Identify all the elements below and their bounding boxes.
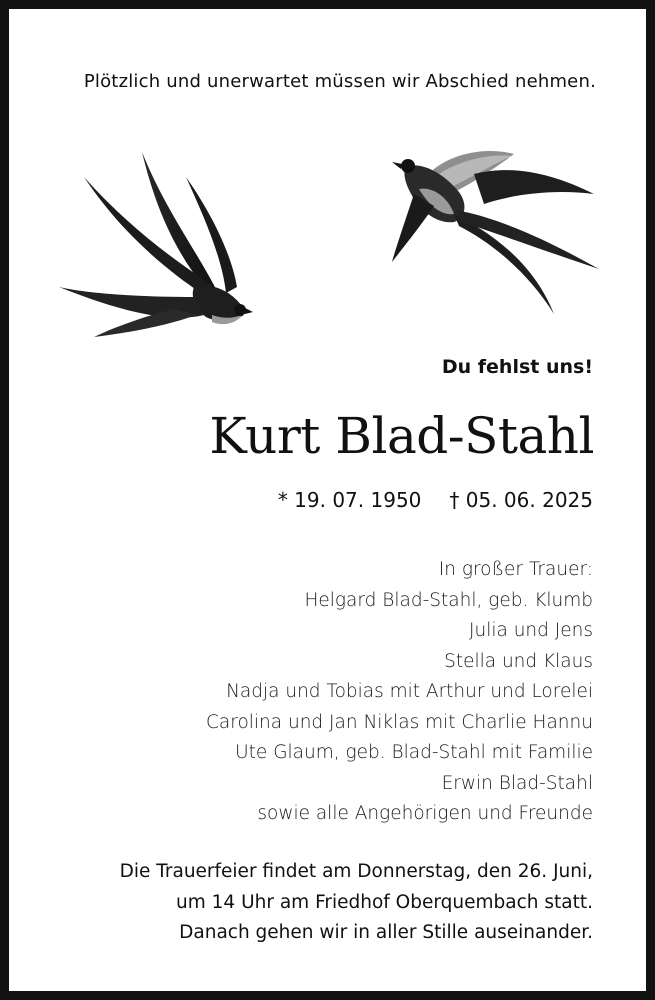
swallow-icon <box>54 147 254 347</box>
mourners-line: sowie alle Angehörigen und Freunde <box>257 803 593 824</box>
mourners-line: Julia und Jens <box>469 620 593 641</box>
mourners-line: Ute Glaum, geb. Blad-Stahl mit Familie <box>235 742 593 763</box>
death-date: † 05. 06. 2025 <box>449 488 593 512</box>
mourners-line: In großer Trauer: <box>438 559 593 580</box>
mourners-line: Helgard Blad-Stahl, geb. Klumb <box>304 589 593 611</box>
funeral-line: um 14 Uhr am Friedhof Oberquembach statt. <box>176 891 593 913</box>
funeral-line: Die Trauerfeier findet am Donnerstag, den 26. Juni, <box>119 861 593 882</box>
mourners-line: Stella und Klaus <box>444 650 593 672</box>
funeral-info <box>120 857 593 949</box>
mourners-line: Erwin Blad-Stahl <box>441 772 593 794</box>
mourners-line: Nadja und Tobias mit Arthur und Lorelei <box>226 681 593 702</box>
swallow-icon <box>384 144 604 324</box>
life-dates <box>278 488 593 512</box>
birth-date: * 19. 07. 1950 <box>277 488 422 512</box>
deceased-name: Kurt Blad-Stahl <box>209 407 594 465</box>
intro-text: Plötzlich und unerwartet müssen wir Abschied nehmen. <box>83 71 596 92</box>
motto: Du fehlst uns! <box>441 356 593 378</box>
mourners-list <box>206 555 593 830</box>
funeral-line: Danach gehen wir in aller Stille auseinander. <box>179 922 593 943</box>
mourners-line: Carolina und Jan Niklas mit Charlie Hannu <box>205 711 593 733</box>
